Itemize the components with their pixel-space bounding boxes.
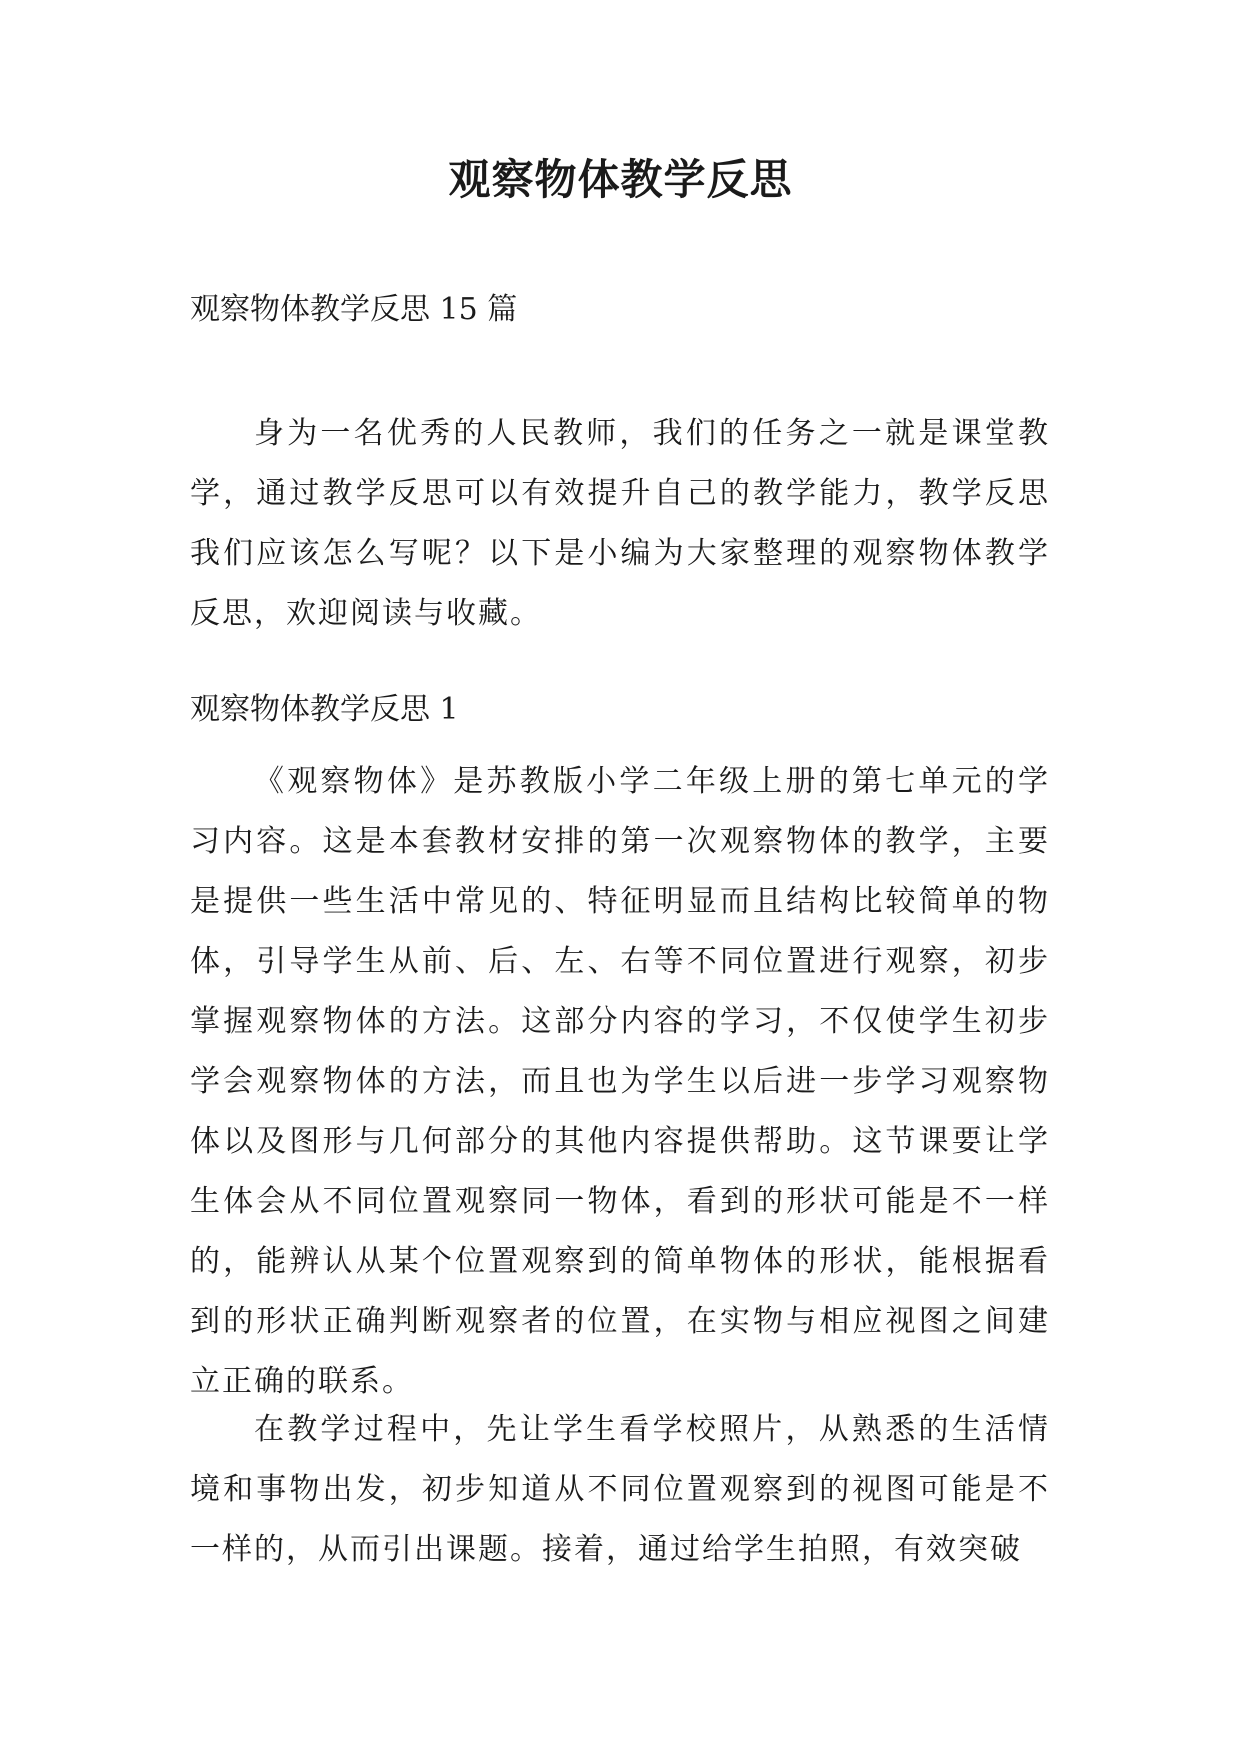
section-heading-1: 观察物体教学反思 1 — [190, 692, 459, 727]
section-1-paragraph-1 — [190, 752, 1050, 1412]
section-1-paragraph-2 — [190, 1400, 1050, 1580]
paragraph-text: 在教学过程中，先让学生看学校照片，从熟悉的生活情境和事物出发，初步知道从不同位置观察到的视图可能是不一样的，从而引出课题。接着，通过给学生拍照，有效突破 — [190, 1412, 1050, 1567]
intro-text: 身为一名优秀的人民教师，我们的任务之一就是课堂教学，通过教学反思可以有效提升自己的教学能力，教学反思我们应该怎么写呢？以下是小编为大家整理的观察物体教学反思，欢迎阅读与收藏。 — [190, 416, 1050, 631]
intro-paragraph — [190, 404, 1050, 644]
paragraph-text: 《观察物体》是苏教版小学二年级上册的第七单元的学习内容。这是本套教材安排的第一次观察物体的教学，主要是提供一些生活中常见的、特征明显而且结构比较简单的物体，引导学生从前、后、左、右等不同位置进行观察，初步掌握观察物体的方法。这部分内容的学习，不仅使学生初步学会观察物体的方法，而且也为学生以后进一步学习观察物体以及图形与几何部分的其他内容提供帮助。这节课要让学生体会从不同位置观察同一物体，看到的形状可能是不一样的，能辨认从某个位置观察到的简单物体的形状，能根据看到的形状正确判断观察者的位置，在实物与相应视图之间建立正确的联系。 — [190, 764, 1050, 1399]
document-subtitle: 观察物体教学反思 15 篇 — [190, 292, 518, 327]
document-title: 观察物体教学反思 — [448, 155, 793, 204]
